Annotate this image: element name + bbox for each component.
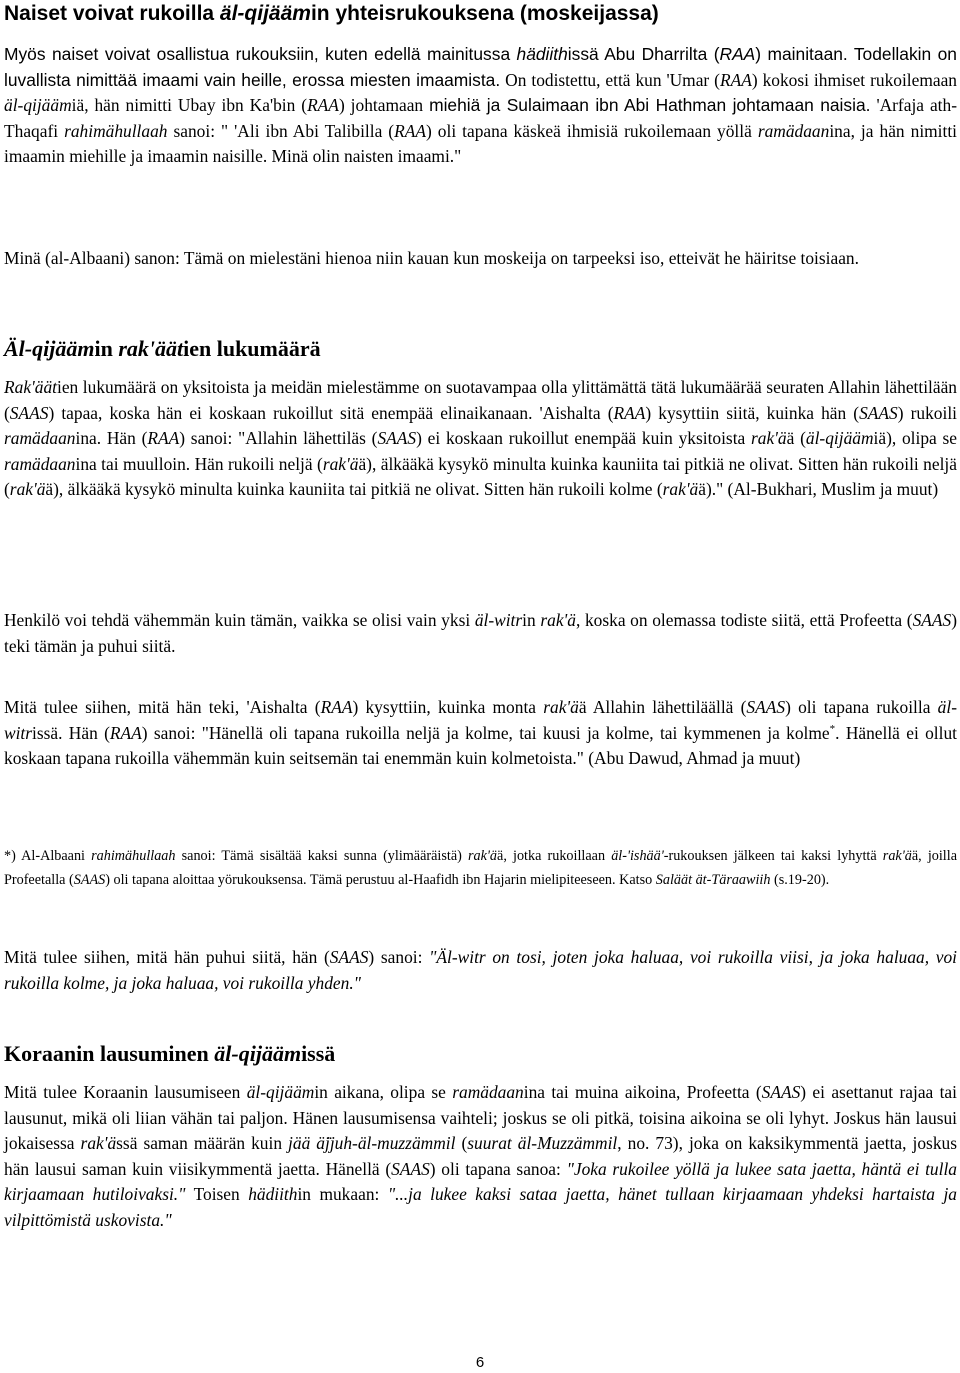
paragraph-aisha-witr: Mitä tulee siihen, mitä hän teki, 'Aishalta (RAA) kysyttiin, kuinka monta rak'ää Allahin lähettiläällä (SAAS) oli tapana rukoilla äl-witrissä. Hän (RAA) sanoi: "Hänellä oli tapana rukoilla neljä ja kolme, tai kuusi ja kolme, tai kymmenen ja kolme*. Hänellä ei ollut koskaan tapana rukoilla vähemmän kuin seitsemän tai enemmän kuin kolmetoista." (Abu Dawud, Ahmad ja muut) bbox=[4, 697, 957, 768]
section-heading-quran-recitation: Koraanin lausuminen äl-qijäämissä bbox=[4, 1041, 336, 1066]
paragraph-less-than-eleven: Henkilö voi tehdä vähemmän kuin tämän, vaikka se olisi vain yksi äl-witrin rak'ä, koska on olemassa todiste siitä, että Profeetta (SAAS) teki tämän ja puhui siitä. bbox=[4, 610, 958, 656]
section-heading-rakaat-count: Äl-qijäämin rak'äätien lukumäärä bbox=[4, 336, 321, 361]
footnote-marker: * bbox=[829, 722, 836, 735]
page-number: 6 bbox=[475, 1354, 485, 1371]
paragraph-albaani-comment: Minä (al-Albaani) sanon: Tämä on mielestäni hienoa niin kauan kun moskeija on tarpeeksi iso, etteivät he häiritse toisiaan. bbox=[4, 248, 859, 268]
paragraph-women-imam: Myös naiset voivat osallistua rukouksiin, kuten edellä mainitussa hädiithissä Abu Dharrilta (RAA) mainitaan. Todellakin on luvallista nimittää imaami vain heille, erossa miesten imaamista. On todistettu, että kun 'Umar (RAA) kokosi ihmiset rukoilemaan äl-qijäämiä, hän nimitti Ubay ibn Ka'bin (RAA) johtamaan miehiä ja Sulaimaan ibn Abi Hathman johtamaan naisia. 'Arfaja ath-Thaqafi rahimähullaah sanoi: " 'Ali ibn Abi Talibilla (RAA) oli tapana käskeä ihmisiä rukoilemaan yöllä ramädaanina, ja hän nimitti imaamin miehille ja imaamin naisille. Minä olin naisten imaami." bbox=[4, 44, 958, 166]
paragraph-witr-saying: Mitä tulee siihen, mitä hän puhui siitä, hän (SAAS) sanoi: "Äl-witr on tosi, joten joka haluaa, voi rukoilla viisi, ja joka haluaa, voi rukoilla kolme, ja joka haluaa, voi rukoilla yhden." bbox=[4, 947, 958, 993]
section-heading-women-qiyam: Naiset voivat rukoilla äl-qijäämin yhteisrukouksena (moskeijassa) bbox=[4, 2, 659, 25]
paragraph-quran-recitation: Mitä tulee Koraanin lausumiseen äl-qijäämin aikana, olipa se ramädaanina tai muina aikoina, Profeetta (SAAS) ei asettanut rajaa tai lausunut, mikä oli liian vähän tai paljon. Hänen lausumisensa vaihteli; joskus se oli pitkä, toisina aikoina se oli lyhyt. Joskus hän lausui jokaisessa rak'ässä saman määrän kuin jää ä̈jjuh-äl-muzzämmil (suurat äl-Muzzämmil, no. 73), joka on kaksikymmentä jaetta, joskus hän lausui saman kuin viisikymmentä jaetta. Hänellä (SAAS) oli tapana sanoa: "Joka rukoilee yöllä ja lukee sata jaetta, häntä ei tulla kirjaamaan hutiloivaksi." Toisen hädiithin mukaan: "...ja lukee kaksi sataa jaetta, hänet tullaan kirjaamaan yhdeksi hartaista ja vilpittömistä uskovista." bbox=[4, 1082, 957, 1230]
footnote: *) Al-Albaani rahimähullaah sanoi: Tämä sisältää kaksi sunna (ylimääräistä) rak'ää, jotka rukoillaan äl-'ishää'-rukouksen jälkeen tai kaksi lyhyttä rak'ää, joilla Profeetalla (SAAS) oli tapana aloittaa yörukouksensa. Tämä perustuu al-Haafidh ibn Hajarin mielipiteeseen. Katso Saläät ät-Täraawiih (s.19-20). bbox=[4, 848, 957, 888]
paragraph-rakaat-eleven: Rak'äätien lukumäärä on yksitoista ja meidän mielestämme on suotavampaa olla ylittämättä tätä lukumäärää seuraten Allahin lähettilään (SAAS) tapaa, koska hän ei koskaan rukoillut sitä enempää elinaikanaan. 'Aishalta (RAA) kysyttiin siitä, kuinka hän (SAAS) rukoili ramädaanina. Hän (RAA) sanoi: "Allahin lähettiläs (SAAS) ei koskaan rukoillut enempää kuin yksitoista rak'ää (äl-qijäämiä), olipa se ramädaanina tai muulloin. Hän rukoili neljä (rak'ää), älkääkä kysykö minulta kuinka kauniita tai pitkiä ne olivat. Sitten hän rukoili neljä (rak'ää), älkääkä kysykö minulta kuinka kauniita tai pitkiä ne olivat. Sitten hän rukoili kolme (rak'ää)." (Al-Bukhari, Muslim ja muut) bbox=[4, 377, 957, 499]
